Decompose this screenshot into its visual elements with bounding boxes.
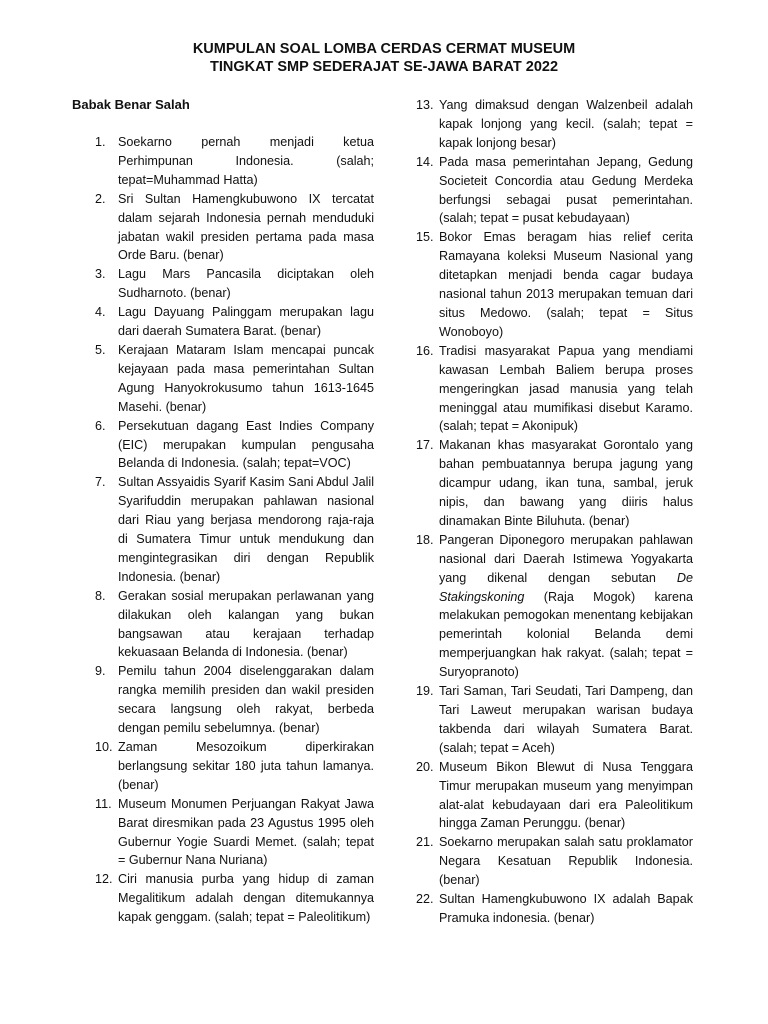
- list-item: 2. Sri Sultan Hamengkubuwono IX tercatat dalam sejarah Indonesia pernah menduduki jabatan wakil presiden pertama pada masa Orde Baru. (benar): [95, 191, 374, 263]
- document-title: [0, 40, 768, 76]
- list-item: 12. Ciri manusia purba yang hidup di zaman Megalitikum adalah dengan ditemukannya kapak genggam. (salah; tepat = Paleolitikum): [95, 872, 374, 925]
- list-item: 5. Kerajaan Mataram Islam mencapai puncak kejayaan pada masa pemerintahan Sultan Agung Hanyokrokusumo tahun 1613-1645 Masehi. (benar): [95, 342, 374, 414]
- list-item: 9. Pemilu tahun 2004 diselenggarakan dalam rangka memilih presiden dan wakil presiden secara langsung oleh rakyat, berbeda dengan pemilu sebelumnya. (benar): [95, 664, 374, 736]
- list-item: 16. Tradisi masyarakat Papua yang mendiami kawasan Lembah Baliem berupa proses mengeringkan jasad manusia yang telah meninggal atau mumifikasi disebut Karamo. (salah; tepat = Akonipuk): [416, 343, 693, 434]
- question-list-left: [95, 133, 374, 927]
- question-list-right: [416, 96, 693, 928]
- list-item: 19. Tari Saman, Tari Seudati, Tari Dampeng, dan Tari Laweut merupakan warisan budaya takbenda dari wilayah Sumatera Barat. (salah; tepat = Aceh): [416, 684, 693, 755]
- list-item: 22. Sultan Hamengkubuwono IX adalah Bapak Pramuka indonesia. (benar): [416, 892, 693, 925]
- list-item: 15. Bokor Emas beragam hias relief cerita Ramayana koleksi Museum Nasional yang ditetapkan menjadi benda cagar budaya nasional tahun 2013 merupakan temuan dari situs Medowo. (salah; tepat = Situs Wonoboyo): [416, 230, 693, 339]
- title-line-1: KUMPULAN SOAL LOMBA CERDAS CERMAT MUSEUM: [192, 41, 576, 57]
- list-item: 6. Persekutuan dagang East Indies Company (EIC) merupakan kumpulan pengusaha Belanda di Indonesia. (salah; tepat=VOC): [95, 418, 374, 471]
- section-heading: Babak Benar Salah: [72, 97, 190, 112]
- list-item: 7. Sultan Assyaidis Syarif Kasim Sani Abdul Jalil Syarifuddin merupakan pahlawan nasional dari Riau yang berjasa mendorong raja-raja di Sumatera Timur untuk mendukung dan mengintegrasikan diri dengan Republik Indonesia. (benar): [95, 475, 374, 584]
- title-line-2: TINGKAT SMP SEDERAJAT SE-JAWA BARAT 2022: [209, 59, 559, 75]
- list-item: 17. Makanan khas masyarakat Gorontalo yang bahan pembuatannya berupa jagung yang dicampur udang, ikan tuna, sambal, jeruk nipis, dan bawang yang diiris halus dinamakan Binte Biluhuta. (benar): [416, 438, 693, 528]
- list-item: 11. Museum Monumen Perjuangan Rakyat Jawa Barat diresmikan pada 23 Agustus 1995 oleh Gubernur Yogie Suardi Memet. (salah; tepat = Gubernur Nana Nuriana): [95, 796, 374, 868]
- list-item: 10. Zaman Mesozoikum diperkirakan berlangsung sekitar 180 juta tahun lamanya. (benar): [95, 740, 374, 792]
- list-item: 21. Soekarno merupakan salah satu proklamator Negara Kesatuan Republik Indonesia. (benar): [416, 835, 693, 888]
- list-item: 13. Yang dimaksud dengan Walzenbeil adalah kapak lonjong yang kecil. (salah; tepat = kapak lonjong besar): [416, 98, 693, 150]
- list-item: 4. Lagu Dayuang Palinggam merupakan lagu dari daerah Sumatera Barat. (benar): [95, 305, 374, 339]
- list-item: 18. Pangeran Diponegoro merupakan pahlawan nasional dari Daerah Istimewa Yogyakarta yang dikenal dengan sebutan De Stakingskoning (Raja Mogok) karena melakukan pemogokan menentang kebijakan pemerintah kolonial Belanda demi memperjuangkan hak rakyat. (salah; tepat = Suryopranoto): [416, 531, 693, 682]
- list-item: 20. Museum Bikon Blewut di Nusa Tenggara Timur merupakan museum yang menyimpan alat-alat kebudayaan dari era Paleolitikum hingga Zaman Perunggu. (benar): [416, 759, 693, 831]
- list-item: 1. Soekarno pernah menjadi ketua Perhimpunan Indonesia. (salah; tepat=Muhammad Hatta): [95, 135, 374, 187]
- item-18-text: Pangeran Diponegoro merupakan pahlawan nasional dari Daerah Istimewa Yogyakarta yang dikenal dengan sebutan De Stakingskoning (Raja Mogok) karena melakukan pemogokan menentang kebijakan pemerintah kolonial Belanda demi memperjuangkan hak rakyat. (salah; tepat = Suryopranoto): [439, 532, 693, 680]
- right-column: [416, 96, 693, 928]
- list-item: 8. Gerakan sosial merupakan perlawanan yang dilakukan oleh kalangan yang bukan bangsawan atau kerajaan terhadap kekuasaan Belanda di Indonesia. (benar): [95, 588, 374, 660]
- left-column: [95, 133, 374, 927]
- list-item: 14. Pada masa pemerintahan Jepang, Gedung Societeit Concordia atau Gedung Merdeka berfungsi sebagai pusat pemerintahan. (salah; tepat = pusat kebudayaan): [416, 154, 693, 226]
- list-item: 3. Lagu Mars Pancasila diciptakan oleh Sudharnoto. (benar): [95, 267, 374, 301]
